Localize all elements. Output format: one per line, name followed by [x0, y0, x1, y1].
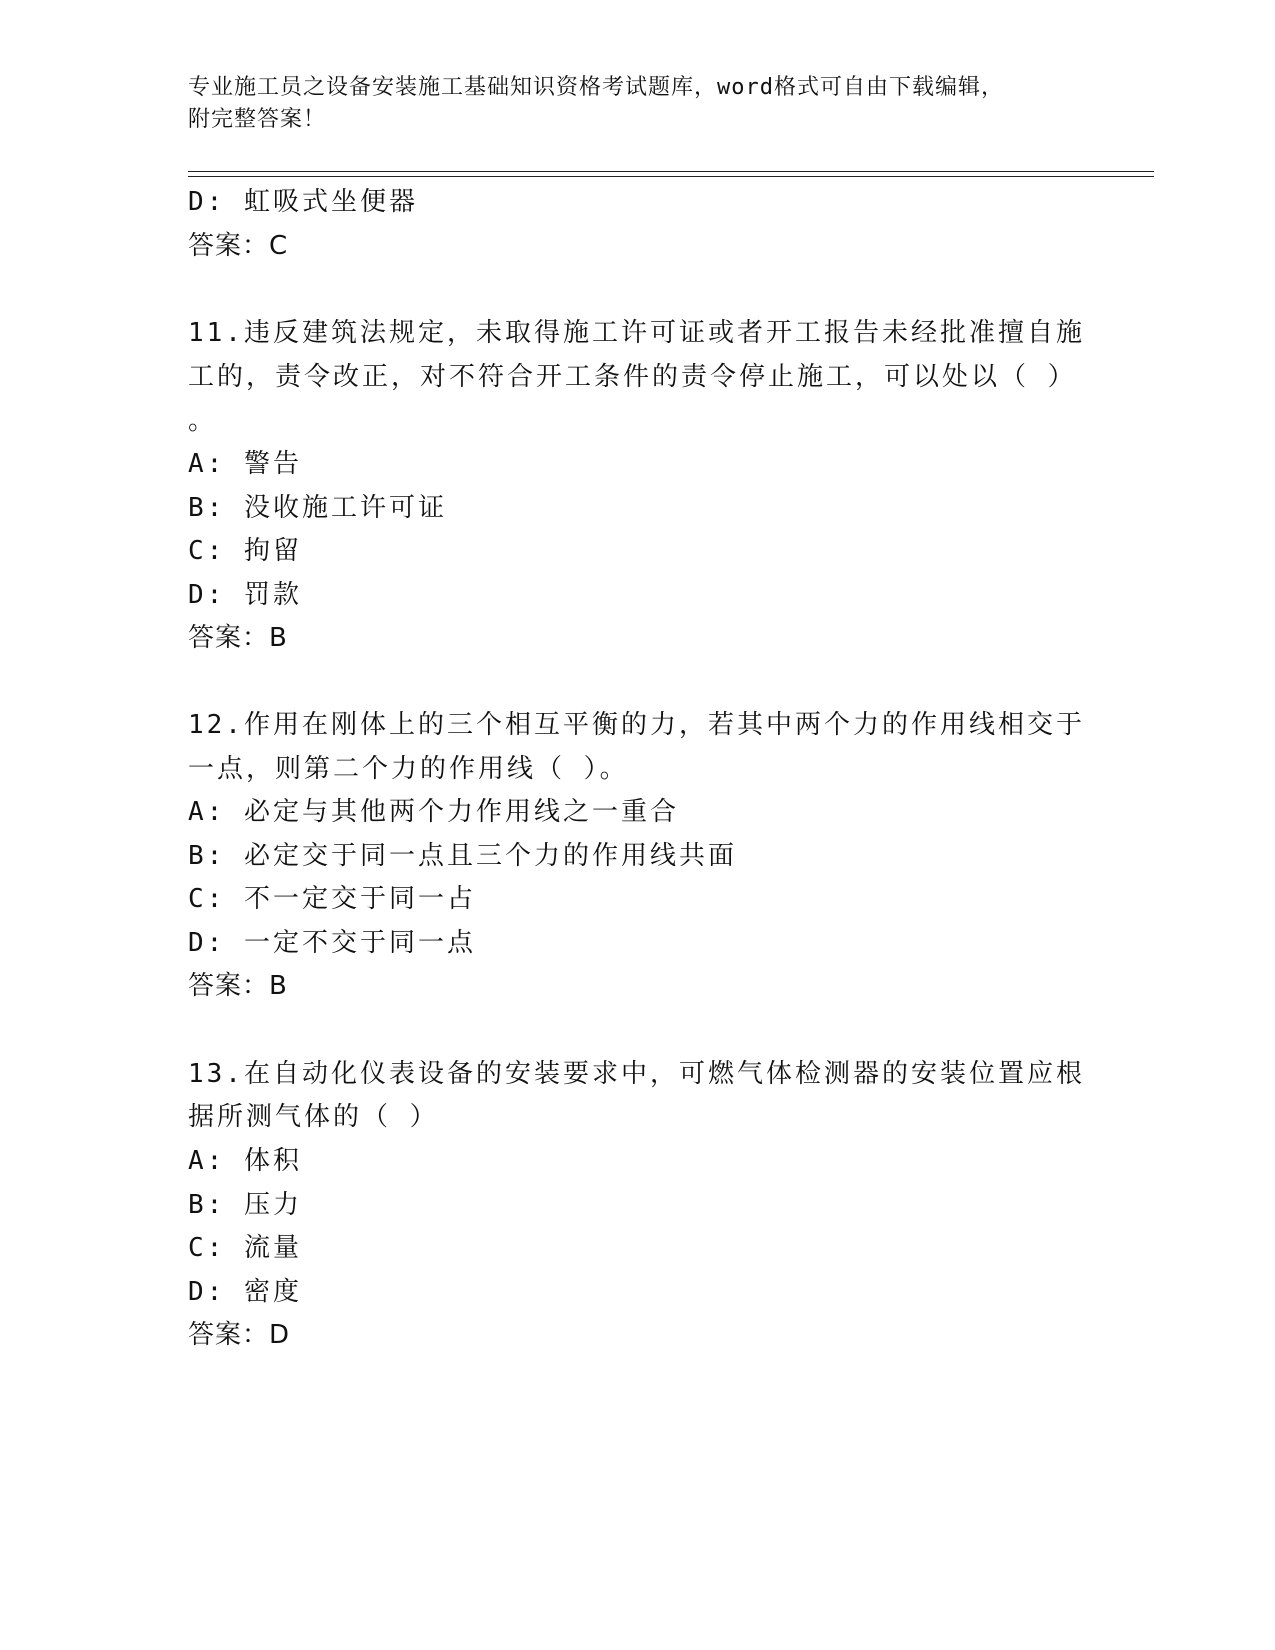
question-12-option-c: C: 不一定交于同一占 [188, 884, 476, 914]
question-13-option-a: A: 体积 [188, 1146, 302, 1176]
question-11-option-a: A: 警告 [188, 449, 302, 479]
header-rule-bottom [188, 176, 1154, 177]
question-12-text-line-2: 一点，则第二个力的作用线（ ）。 [188, 754, 629, 784]
question-11-answer: 答案：B [188, 623, 288, 653]
question-11-text-line-1: 11.违反建筑法规定，未取得施工许可证或者开工报告未经批准擅自施 [188, 318, 1085, 348]
question-11-option-b: B: 没收施工许可证 [188, 493, 447, 523]
question-12-option-b: B: 必定交于同一点且三个力的作用线共面 [188, 841, 737, 871]
question-12-text-line-1: 12.作用在刚体上的三个相互平衡的力，若其中两个力的作用线相交于 [188, 710, 1085, 740]
question-11-option-d: D: 罚款 [188, 580, 302, 610]
prev-answer: 答案：C [188, 231, 289, 261]
question-13-option-d: D: 密度 [188, 1277, 302, 1307]
question-13-answer: 答案：D [188, 1320, 291, 1350]
question-11-option-c: C: 拘留 [188, 536, 302, 566]
question-12-option-a: A: 必定与其他两个力作用线之一重合 [188, 797, 679, 827]
question-13-text-line-2: 据所测气体的（ ） [188, 1102, 439, 1132]
question-12-answer: 答案：B [188, 971, 288, 1001]
question-12-option-d: D: 一定不交于同一点 [188, 928, 476, 958]
header-rule-top [188, 171, 1154, 172]
header-title-line-1: 专业施工员之设备安装施工基础知识资格考试题库，word格式可自由下载编辑， [188, 75, 1004, 100]
question-13-option-b: B: 压力 [188, 1190, 302, 1220]
header-title-line-2: 附完整答案！ [188, 107, 327, 132]
prev-option-d: D: 虹吸式坐便器 [188, 187, 418, 217]
question-11-text-line-2: 工的，责令改正，对不符合开工条件的责令停止施工，可以处以（ ） [188, 362, 1077, 392]
question-13-text-line-1: 13.在自动化仪表设备的安装要求中，可燃气体检测器的安装位置应根 [188, 1059, 1085, 1089]
question-11-text-line-3: 。 [188, 406, 218, 436]
question-13-option-c: C: 流量 [188, 1233, 302, 1263]
